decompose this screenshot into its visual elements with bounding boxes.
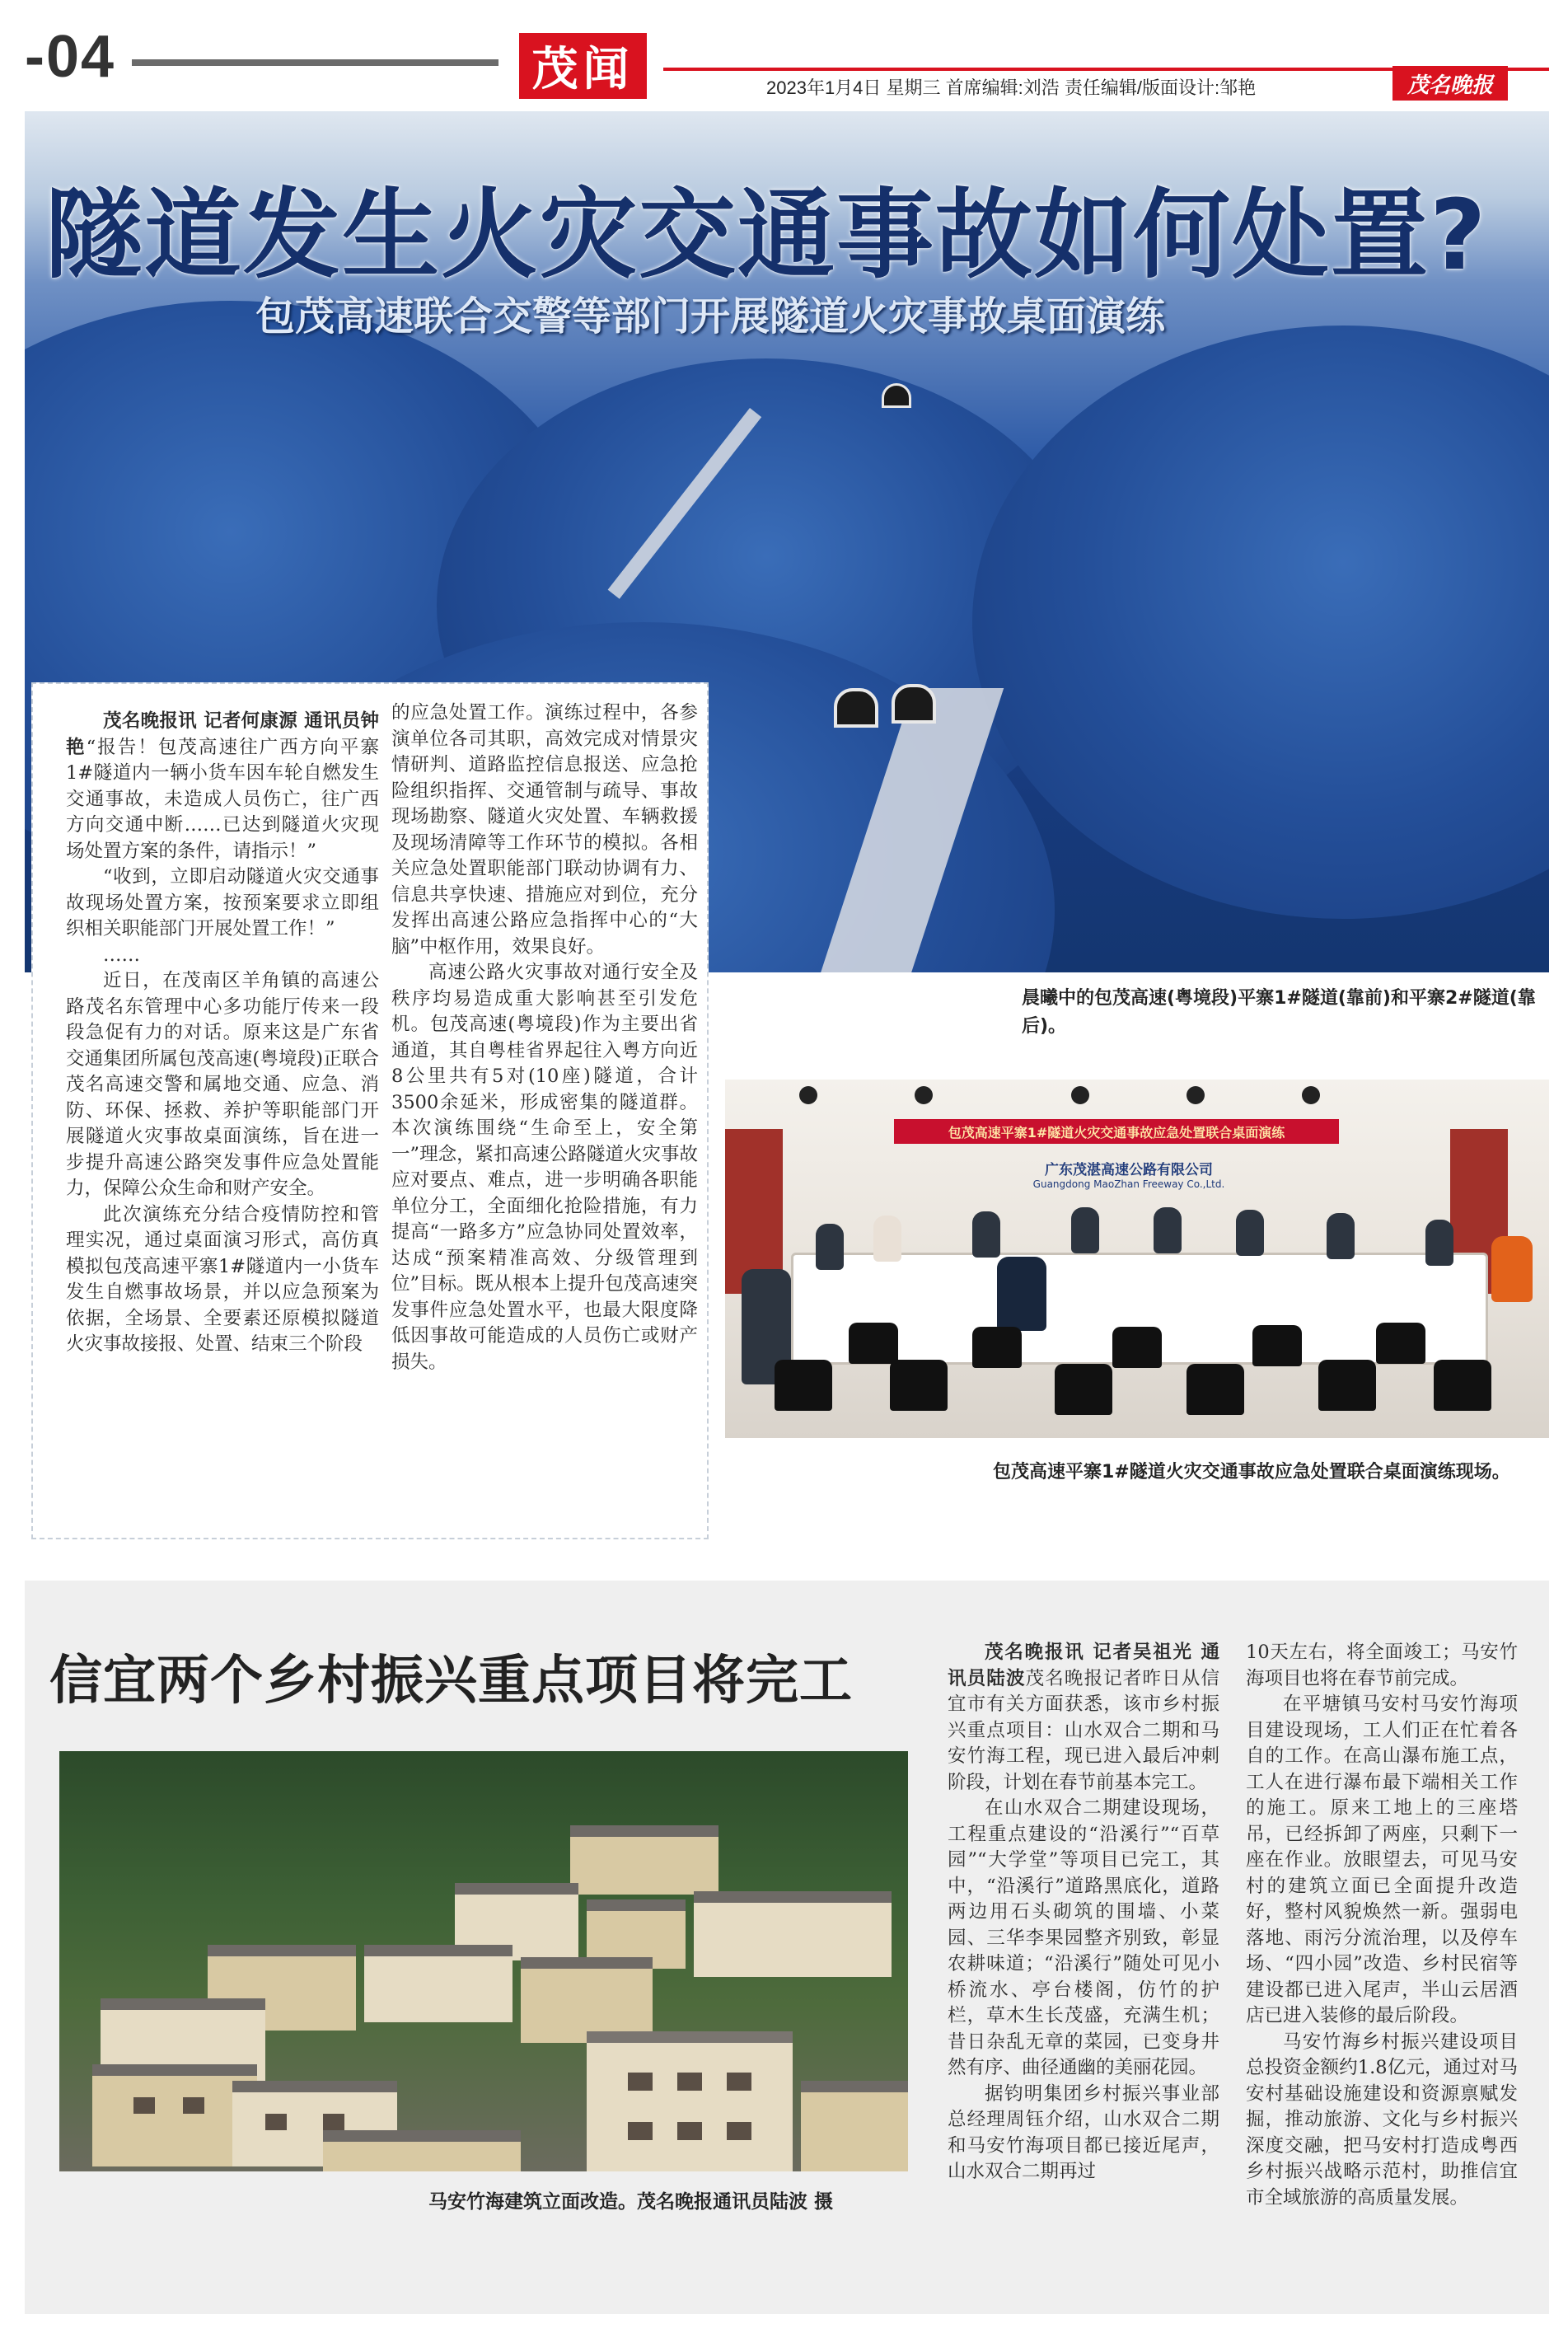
ceiling-light	[1071, 1086, 1089, 1104]
chair	[972, 1327, 1022, 1368]
company-sign: 广东茂湛高速公路有限公司 Guangdong MaoZhan Freeway Co.,Ltd.	[1032, 1162, 1225, 1190]
photo-caption: 包茂高速平寨1#隧道火灾交通事故应急处置联合桌面演练现场。	[993, 1462, 1510, 1483]
attendee	[1425, 1220, 1453, 1266]
attendee	[1327, 1213, 1355, 1259]
chair	[1112, 1327, 1162, 1368]
building	[587, 2031, 793, 2171]
article-paragraph: 此次演练充分结合疫情防控和管理实况，通过桌面演习形式，高仿真模拟包茂高速平寨1#隧道内一小货车发生自燃事故场景，并以应急预案为依据，全场景、全要素还原模拟隧道火灾事故接报、处置、结束三个阶段	[66, 1203, 379, 1355]
chair	[1434, 1360, 1491, 1411]
building-window	[677, 2122, 702, 2140]
second-article-column-1	[948, 1640, 1219, 2185]
building-window	[265, 2114, 287, 2130]
header-rule	[132, 59, 498, 66]
paper-logo: 茂名晚报	[1392, 66, 1508, 101]
building-window	[183, 2097, 204, 2114]
article-paragraph: 在平塘镇马安村马安竹海项目建设现场，工人们正在忙着各自的工作。在高山瀑布施工点，工人在进行瀑布最下端相关工作的施工。原来工地上的三座塔吊，已经拆卸了两座，只剩下一座在作业。放眼望去，可见马安村的建筑立面已全面提升改造好，整村风貌焕然一新。强弱电落地、雨污分流治理，以及停车场、“四小园”改造、乡村民宿等建设都已进入尾声，半山云居酒店已进入装修的最后阶段。	[1246, 1693, 1518, 2026]
building	[694, 1891, 892, 1977]
chair	[1055, 1364, 1112, 1415]
meeting-banner: 包茂高速平寨1#隧道火灾交通事故应急处置联合桌面演练	[894, 1119, 1339, 1144]
building	[364, 1945, 513, 2022]
article-paragraph: 在山水双合二期建设现场，工程重点建设的“沿溪行”“百草园”“大学堂”等项目已完工，其中，“沿溪行”道路黑底化，道路两边用石头砌筑的围墙、小菜园、三华李果园整齐别致，彰显农耕味道；“沿溪行”随处可见小桥流水、亭台楼阁，仿竹的护栏，草木生长茂盛，充满生机；昔日杂乱无章的菜园，已变身井然有序、曲径通幽的美丽花园。	[948, 1797, 1219, 2078]
second-byline: 茂名晚报讯 记者吴祖光 通讯员陆波	[948, 1642, 1219, 1689]
tunnel-portal	[892, 684, 936, 724]
building	[570, 1825, 718, 1895]
chair	[890, 1360, 948, 1411]
lead-article	[31, 682, 709, 1539]
article-paragraph: 茂名晚报讯 记者吴祖光 通讯员陆波茂名晚报记者昨日从信宜市有关方面获悉，该市乡村振兴重点项目：山水双合二期和马安竹海工程，现已进入最后冲刺阶段，计划在春节前基本完工。	[948, 1642, 1219, 1793]
section-label: 茂闻	[519, 33, 647, 99]
attendee	[873, 1216, 901, 1262]
article-paragraph: 马安竹海乡村振兴建设项目总投资金额约1.8亿元，通过对马安村基础设施建设和资源禀赋发掘，推动旅游、文化与乡村振兴深度交融，把马安村打造成粤西乡村振兴战略示范村，助推信宜市全域旅游的高质量发展。	[1246, 2031, 1518, 2209]
dateline: 2023年1月4日 星期三 首席编辑:刘浩 责任编辑/版面设计:邹艳	[766, 77, 1257, 98]
chair	[1252, 1325, 1302, 1366]
ceiling-light	[799, 1086, 817, 1104]
byline: 茂名晚报讯 记者何康源 通讯员钟艳	[66, 710, 379, 758]
article-paragraph: 茂名晚报讯 记者何康源 通讯员钟艳“报告！包茂高速往广西方向平寨1#隧道内一辆小货车因车轮自燃发生交通事故，未造成人员伤亡，往广西方向交通中断……已达到隧道火灾现场处置方案的条件，请指示！”	[66, 710, 379, 862]
building-window	[133, 2097, 155, 2114]
headline: 隧道发生火灾交通事故如何处置?	[45, 178, 1488, 292]
second-headline: 信宜两个乡村振兴重点项目将完工	[49, 1651, 853, 1712]
article-column-2	[391, 700, 698, 1375]
attendee	[1491, 1236, 1533, 1302]
building-window	[727, 2073, 751, 2091]
chair	[775, 1360, 832, 1411]
tunnel-portal	[882, 383, 911, 408]
photo-caption: 马安竹海建筑立面改造。茂名晚报通讯员陆波 摄	[428, 2191, 834, 2213]
building-window	[628, 2122, 653, 2140]
mountain-shape	[972, 326, 1549, 919]
photo-caption: 晨曦中的包茂高速(粤境段)平寨1#隧道(靠前)和平寨2#隧道(靠后)。	[1022, 988, 1536, 1037]
attendee	[997, 1257, 1046, 1331]
article-paragraph: 近日，在茂南区羊角镇的高速公路茂名东管理中心多功能厅传来一段段急促有力的对话。原来这是广东省交通集团所属包茂高速(粤境段)正联合茂名高速交警和属地交通、应急、消防、环保、拯救、养护等职能部门开展隧道火灾事故桌面演练，旨在进一步提升高速公路突发事件应急处置能力，保障公众生命和财产安全。	[66, 970, 379, 1199]
chair	[849, 1323, 898, 1364]
article-paragraph: 据钧明集团乡村振兴事业部总经理周钰介绍，山水双合二期和马安竹海项目都已接近尾声，山水双合二期再过	[948, 2082, 1219, 2182]
article-paragraph: ……	[103, 944, 140, 966]
second-article-column-2	[1246, 1640, 1518, 2211]
building-window	[727, 2122, 751, 2140]
ceiling-light	[915, 1086, 933, 1104]
chair	[1318, 1360, 1376, 1411]
article-paragraph: 10天左右，将全面竣工；马安竹海项目也将在春节前完成。	[1246, 1642, 1518, 1689]
attendee	[972, 1211, 1000, 1258]
building-window	[323, 2114, 344, 2130]
article-paragraph: 的应急处置工作。演练过程中，各参演单位各司其职，高效完成对情景灾情研判、道路监控信息报送、应急抢险组织指挥、交通管制与疏导、事故现场勘察、隧道火灾处置、车辆救援及现场清障等工作环节的模拟。各相关应急处置职能部门联动协调有力、信息共享快速、措施应对到位，充分发挥出高速公路应急指挥中心的“大脑”中枢作用，效果良好。	[391, 702, 698, 958]
page-number: -04	[25, 24, 116, 90]
ceiling-light	[1302, 1086, 1320, 1104]
tunnel-portal	[834, 688, 878, 728]
building	[323, 2130, 521, 2171]
chair	[1187, 1364, 1244, 1415]
ceiling-light	[1187, 1086, 1205, 1104]
attendee	[816, 1224, 844, 1270]
chair	[1376, 1323, 1425, 1364]
meeting-photo	[725, 1080, 1549, 1438]
article-paragraph: “收到，立即启动隧道火灾交通事故现场处置方案，按预案要求立即组织相关职能部门开展处置工作！”	[66, 866, 379, 939]
attendee	[1236, 1210, 1264, 1256]
building-window	[677, 2073, 702, 2091]
building	[801, 2081, 908, 2171]
village-photo	[59, 1751, 908, 2171]
attendee	[1071, 1207, 1099, 1253]
article-column-1	[66, 709, 379, 1358]
subheadline: 包茂高速联合交警等部门开展隧道火灾事故桌面演练	[255, 293, 1166, 340]
attendee	[1154, 1207, 1182, 1253]
building	[521, 1957, 653, 2043]
building-window	[628, 2073, 653, 2091]
article-paragraph: 高速公路火灾事故对通行安全及秩序均易造成重大影响甚至引发危机。包茂高速(粤境段)作为主要出省通道，其自粤桂省界起往入粤方向近8公里共有5对(10座)隧道，合计3500余延米，形成密集的隧道群。本次演练围绕“生命至上，安全第一”理念，紧扣高速公路隧道火灾事故应对要点、难点，进一步明确各职能单位分工，全面细化抢险措施，有力提高“一路多方”应急协同处置效率，达成“预案精准高效、分级管理到位”目标。既从根本上提升包茂高速突发事件应急处置水平，也最大限度降低因事故可能造成的人员伤亡或财产损失。	[391, 962, 698, 1373]
